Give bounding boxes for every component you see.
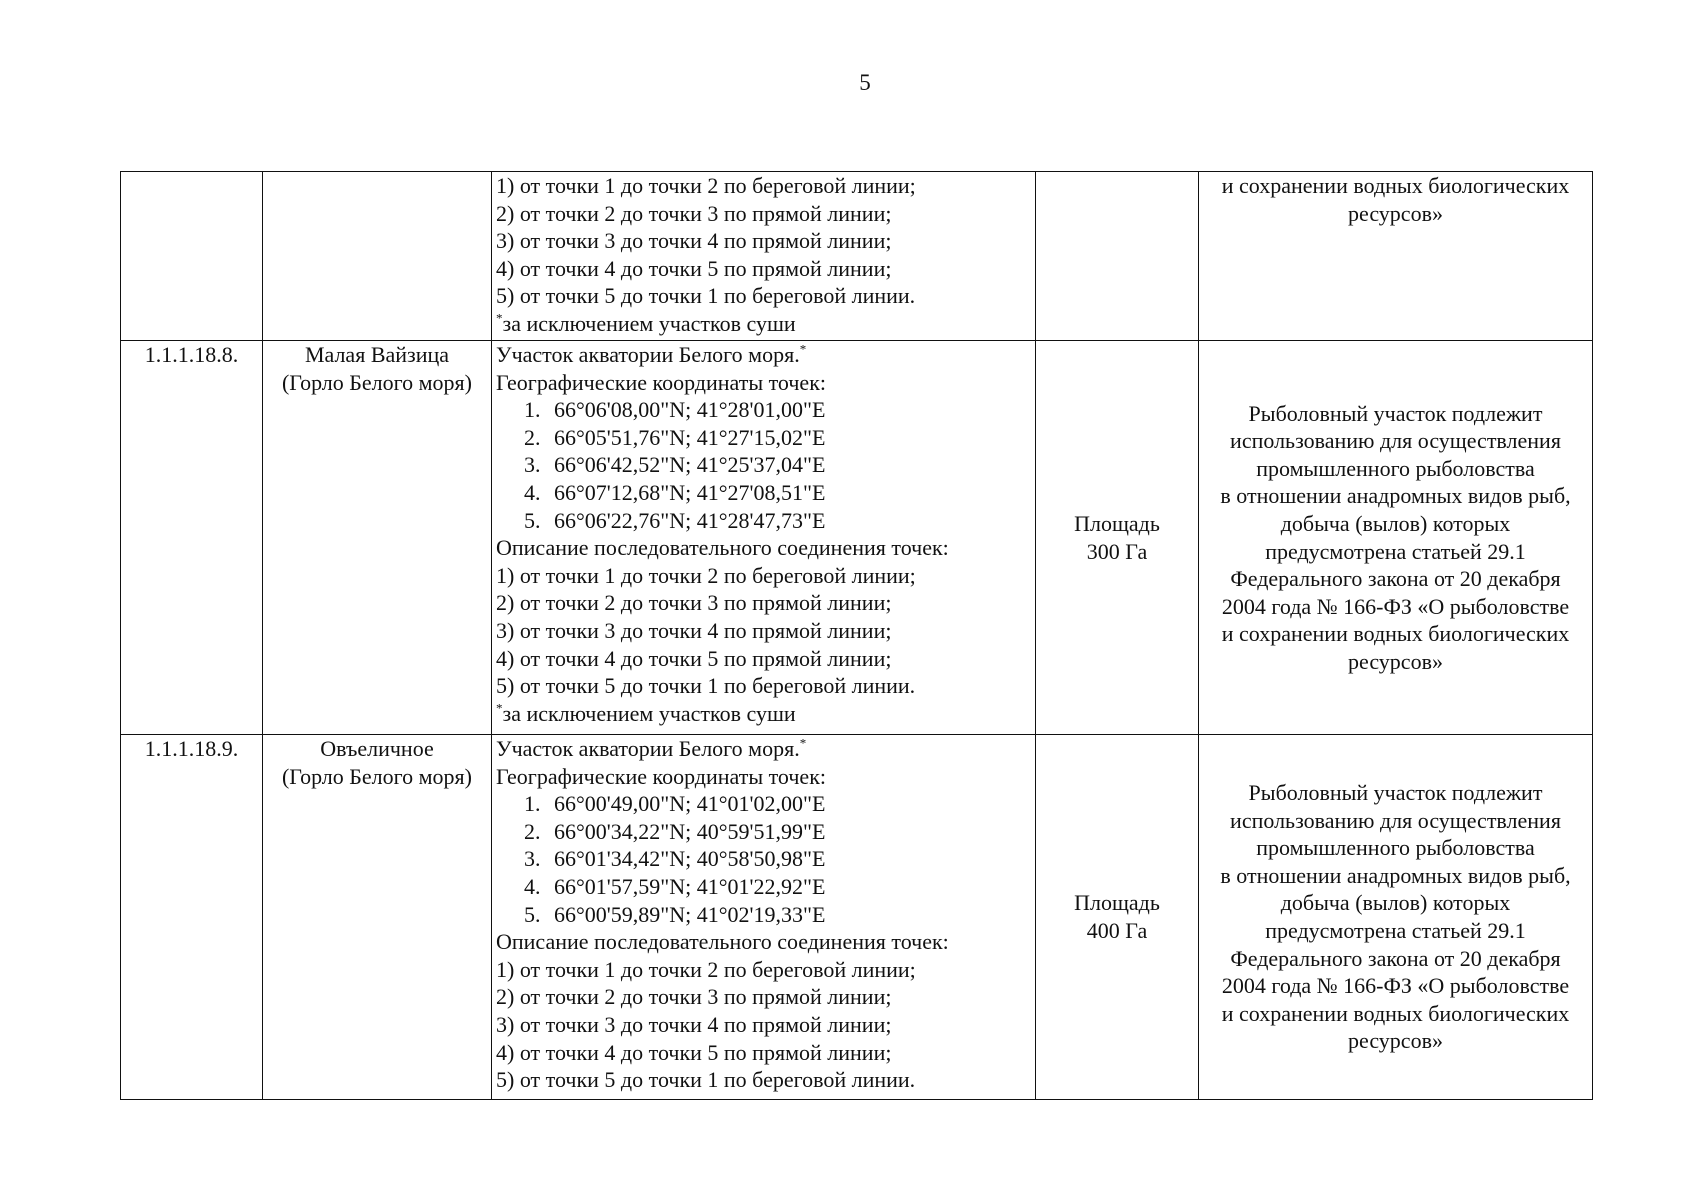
note-line: Рыболовный участок подлежит xyxy=(1248,780,1543,806)
row-note-cell xyxy=(1199,172,1593,341)
note-line: и сохранении водных биологических xyxy=(1221,173,1570,198)
coordinate-value: 66°00'59,89"N; 41°02'19,33"E xyxy=(554,901,826,927)
note-line: предусмотрена статьей 29.1 xyxy=(1265,918,1526,943)
connection-line: 2) от точки 2 до точки 3 по прямой линии; xyxy=(496,200,892,226)
footnote-line xyxy=(496,310,1031,338)
coordinate-value: 66°06'22,76"N; 41°28'47,73"E xyxy=(554,507,826,533)
row-description-cell xyxy=(492,341,1036,735)
note-line: Федерального закона от 20 декабря xyxy=(1230,566,1561,592)
coordinate-item xyxy=(496,901,1031,929)
connection-line: 5) от точки 5 до точки 1 по береговой линии. xyxy=(496,283,916,309)
note-line: и сохранении водных биологических xyxy=(1221,1000,1570,1026)
row-area-cell xyxy=(1036,735,1199,1100)
row-note-cell xyxy=(1199,735,1593,1100)
footnote-text: за исключением участков суши xyxy=(502,310,796,336)
fishing-areas-table xyxy=(120,171,1593,1100)
coordinate-value: 66°06'08,00"N; 41°28'01,00"E xyxy=(554,397,826,423)
note-line: в отношении анадромных видов рыб, xyxy=(1220,483,1571,509)
area-title-text: Участок акватории Белого моря. xyxy=(496,342,800,367)
note-line: промышленного рыболовства xyxy=(1256,455,1535,481)
note-line: Федерального закона от 20 декабря xyxy=(1230,945,1561,971)
area-region: (Горло Белого моря) xyxy=(281,369,473,395)
row-description-cell xyxy=(492,735,1036,1100)
connection-line: 3) от точки 3 до точки 4 по прямой линии; xyxy=(496,228,892,254)
coordinate-item xyxy=(496,845,1031,873)
note-line: 2004 года № 166-ФЗ «О рыболовстве xyxy=(1221,973,1570,999)
coordinate-value: 66°07'12,68"N; 41°27'08,51"E xyxy=(554,479,826,505)
footnote-mark: * xyxy=(799,341,807,357)
area-title xyxy=(496,341,1031,369)
note-line: добыча (вылов) которых xyxy=(1280,510,1511,536)
coordinate-item xyxy=(496,479,1031,507)
footnote-text: за исключением участков суши xyxy=(502,700,796,726)
table-row xyxy=(121,341,1593,735)
connection-line: 4) от точки 4 до точки 5 по прямой линии; xyxy=(496,255,892,281)
connection-line: 1) от точки 1 до точки 2 по береговой линии; xyxy=(496,956,916,982)
row-name-cell xyxy=(263,735,492,1100)
note-line: ресурсов» xyxy=(1348,200,1443,226)
note-line: 2004 года № 166-ФЗ «О рыболовстве xyxy=(1221,593,1570,619)
connections-label: Описание последовательного соединения точек: xyxy=(496,535,949,561)
coordinate-value: 66°01'57,59"N; 41°01'22,92"E xyxy=(554,873,826,899)
row-number-cell xyxy=(121,172,263,341)
coordinate-item xyxy=(496,396,1031,424)
connections-label: Описание последовательного соединения точек: xyxy=(496,929,949,955)
table-row-continued xyxy=(121,172,1593,341)
note-line: ресурсов» xyxy=(1348,1028,1443,1054)
coordinate-value: 66°00'49,00"N; 41°01'02,00"E xyxy=(554,791,826,817)
coordinate-item xyxy=(496,818,1031,846)
coordinate-item xyxy=(496,790,1031,818)
connection-line: 3) от точки 3 до точки 4 по прямой линии; xyxy=(496,1011,892,1037)
coordinate-item xyxy=(496,451,1031,479)
note-line: ресурсов» xyxy=(1348,648,1443,674)
connection-line: 1) от точки 1 до точки 2 по береговой линии; xyxy=(496,173,916,198)
coordinate-number: 1. xyxy=(524,397,541,423)
footnote-mark: * xyxy=(799,735,807,751)
coordinate-number: 2. xyxy=(524,818,541,844)
coordinate-value: 66°06'42,52"N; 41°25'37,04"E xyxy=(554,452,826,478)
row-area-cell xyxy=(1036,172,1199,341)
note-line: предусмотрена статьей 29.1 xyxy=(1265,538,1526,564)
connection-line: 4) от точки 4 до точки 5 по прямой линии; xyxy=(496,645,892,671)
coordinate-value: 66°01'34,42"N; 40°58'50,98"E xyxy=(554,846,826,872)
coordinate-number: 3. xyxy=(524,452,541,478)
table-row xyxy=(121,735,1593,1100)
coordinate-number: 4. xyxy=(524,873,541,899)
coordinate-number: 4. xyxy=(524,479,541,505)
coordinate-number: 2. xyxy=(524,424,541,450)
note-line: добыча (вылов) которых xyxy=(1280,890,1511,916)
area-value: 400 Га xyxy=(1086,918,1148,943)
row-area-cell xyxy=(1036,341,1199,735)
coords-label: Географические координаты точек: xyxy=(496,369,826,395)
coordinate-value: 66°00'34,22"N; 40°59'51,99"E xyxy=(554,818,826,844)
note-line: использованию для осуществления xyxy=(1230,807,1561,833)
coordinate-number: 1. xyxy=(524,791,541,817)
note-line: в отношении анадромных видов рыб, xyxy=(1220,862,1571,888)
coordinate-item xyxy=(496,873,1031,901)
area-name: Малая Вайзица xyxy=(304,342,450,367)
connection-line: 2) от точки 2 до точки 3 по прямой линии; xyxy=(496,590,892,616)
area-label: Площадь xyxy=(1074,890,1160,916)
area-title xyxy=(496,735,1031,763)
coordinate-value: 66°05'51,76"N; 41°27'15,02"E xyxy=(554,424,826,450)
coordinate-item xyxy=(496,424,1031,452)
row-number-cell: 1.1.1.18.8. xyxy=(121,341,263,735)
note-line: использованию для осуществления xyxy=(1230,428,1561,454)
row-note-cell xyxy=(1199,341,1593,735)
coordinate-item xyxy=(496,507,1031,535)
area-label: Площадь xyxy=(1074,510,1160,536)
area-value: 300 Га xyxy=(1086,538,1148,564)
coordinate-number: 3. xyxy=(524,846,541,872)
note-line: и сохранении водных биологических xyxy=(1221,621,1570,647)
connection-line: 5) от точки 5 до точки 1 по береговой линии. xyxy=(496,673,916,699)
area-name: Овъеличное xyxy=(320,736,434,761)
coordinate-number: 5. xyxy=(524,507,541,533)
coords-label: Географические координаты точек: xyxy=(496,763,826,789)
coordinate-number: 5. xyxy=(524,901,541,927)
page-number: 5 xyxy=(859,70,871,95)
row-name-cell xyxy=(263,341,492,735)
connection-line: 5) от точки 5 до точки 1 по береговой линии. xyxy=(496,1067,916,1093)
row-description-cell xyxy=(492,172,1036,341)
connection-line: 3) от точки 3 до точки 4 по прямой линии; xyxy=(496,617,892,643)
footnote-mark: * xyxy=(496,700,503,716)
note-line: промышленного рыболовства xyxy=(1256,835,1535,861)
connection-line: 2) от точки 2 до точки 3 по прямой линии; xyxy=(496,984,892,1010)
note-line: Рыболовный участок подлежит xyxy=(1248,400,1543,426)
area-title-text: Участок акватории Белого моря. xyxy=(496,736,800,761)
connection-line: 4) от точки 4 до точки 5 по прямой линии; xyxy=(496,1039,892,1065)
area-region: (Горло Белого моря) xyxy=(281,763,473,789)
row-number-cell: 1.1.1.18.9. xyxy=(121,735,263,1100)
connection-line: 1) от точки 1 до точки 2 по береговой линии; xyxy=(496,562,916,588)
footnote-mark: * xyxy=(496,310,503,326)
footnote-line xyxy=(496,700,1031,728)
row-name-cell xyxy=(263,172,492,341)
